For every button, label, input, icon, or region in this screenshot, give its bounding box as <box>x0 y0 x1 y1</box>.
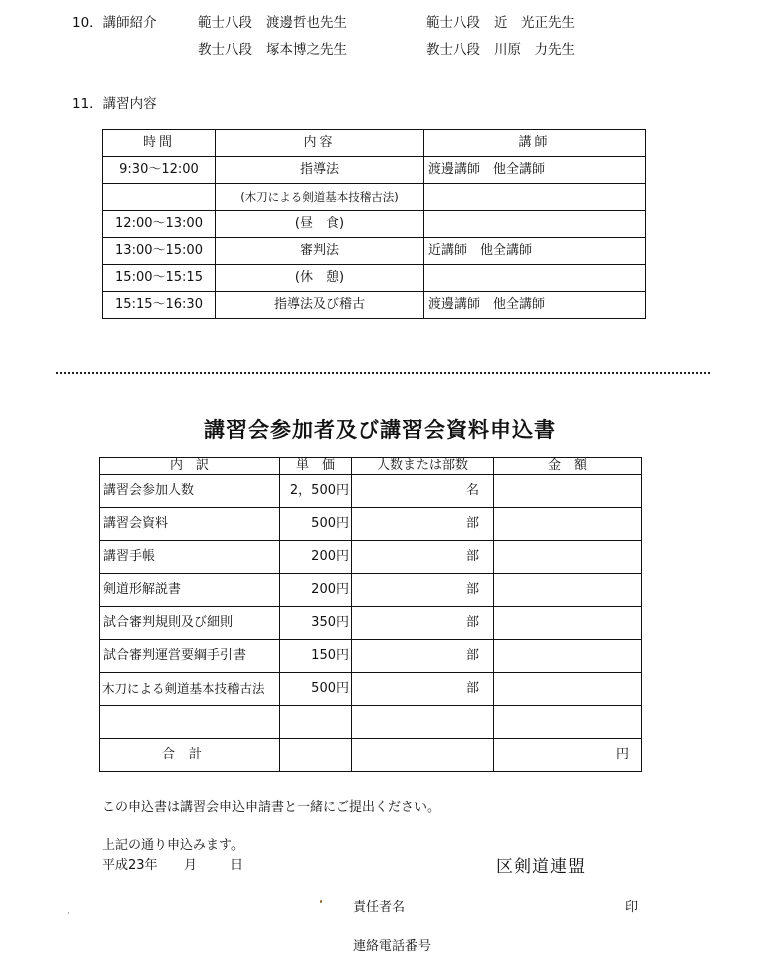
schedule-content: 指導法及び稽古 <box>216 292 424 319</box>
order-price[interactable] <box>280 706 352 739</box>
schedule-lecturer: 渡邊講師 他全講師 <box>424 157 646 184</box>
lecturer-4-name: 川原 力先生 <box>494 42 575 58</box>
submission-note: この申込書は講習会申込申請書と一緒にご提出ください。 <box>102 800 441 815</box>
order-header-qty: 人数または部数 <box>352 458 494 475</box>
schedule-header-content: 内容 <box>216 130 424 157</box>
schedule-time <box>103 184 216 211</box>
schedule-header-row <box>103 130 646 157</box>
order-qty-field[interactable]: 部 <box>352 607 494 640</box>
schedule-header-lecturer: 講師 <box>424 130 646 157</box>
schedule-lecturer: 近講師 他全講師 <box>424 238 646 265</box>
order-item: 講習手帳 <box>100 541 280 574</box>
order-item: 木刀による剣道基本技稽古法 <box>100 673 280 706</box>
schedule-row <box>103 211 646 238</box>
order-total-qty <box>352 739 494 772</box>
lecturer-1-rank: 範士八段 <box>198 15 252 31</box>
scan-speck <box>320 900 322 903</box>
order-qty-field[interactable]: 部 <box>352 508 494 541</box>
order-qty-field[interactable]: 部 <box>352 574 494 607</box>
responsible-person-label[interactable]: 責任者名 <box>353 900 406 915</box>
schedule-time: 12:00～13:00 <box>103 211 216 238</box>
schedule-header-time: 時間 <box>103 130 216 157</box>
organization-name: 区剣道連盟 <box>496 857 586 877</box>
lecturer-3-rank: 教士八段 <box>198 42 252 58</box>
order-amount-field[interactable] <box>494 574 642 607</box>
section-11-heading: 11．講習内容 <box>72 96 157 112</box>
order-amount-field[interactable] <box>494 640 642 673</box>
schedule-time: 15:00～15:15 <box>103 265 216 292</box>
order-row <box>100 508 642 541</box>
cut-line-separator <box>56 372 710 374</box>
order-row <box>100 574 642 607</box>
scan-speck <box>68 912 69 914</box>
order-price: 350円 <box>280 607 352 640</box>
lecturer-4-rank: 教士八段 <box>426 42 480 58</box>
form-title: 講習会参加者及び講習会資料申込書 <box>204 418 556 442</box>
order-header-amount: 金 額 <box>494 458 642 475</box>
order-price: 150円 <box>280 640 352 673</box>
order-qty-field[interactable]: 名 <box>352 475 494 508</box>
order-price: 200円 <box>280 541 352 574</box>
order-amount-field[interactable] <box>494 541 642 574</box>
order-price: 200円 <box>280 574 352 607</box>
order-amount-field[interactable] <box>494 673 642 706</box>
schedule-lecturer <box>424 265 646 292</box>
order-header-row <box>100 458 642 475</box>
section-10-heading: 10．講師紹介 <box>72 15 157 31</box>
order-amount-field[interactable] <box>494 475 642 508</box>
seal-mark: 印 <box>625 900 639 915</box>
order-header-item: 内 訳 <box>100 458 280 475</box>
order-item: 試合審判規則及び細則 <box>100 607 280 640</box>
date-era: 平成23年 <box>102 858 158 873</box>
order-row-blank <box>100 706 642 739</box>
order-price: 500円 <box>280 508 352 541</box>
contact-phone-label[interactable]: 連絡電話番号 <box>353 939 432 954</box>
order-price: 2，500円 <box>280 475 352 508</box>
order-row <box>100 541 642 574</box>
schedule-row <box>103 157 646 184</box>
order-qty-field[interactable]: 部 <box>352 673 494 706</box>
lecturer-2-rank: 範士八段 <box>426 15 480 31</box>
lecturer-1-name: 渡邊哲也先生 <box>266 15 347 31</box>
order-item: 試合審判運営要綱手引書 <box>100 640 280 673</box>
order-total-row <box>100 739 642 772</box>
schedule-content: 審判法 <box>216 238 424 265</box>
lecturer-3-name: 塚本博之先生 <box>266 42 347 58</box>
order-item[interactable] <box>100 706 280 739</box>
schedule-time: 9:30～12:00 <box>103 157 216 184</box>
order-item: 講習会資料 <box>100 508 280 541</box>
order-row <box>100 475 642 508</box>
order-amount-field[interactable] <box>494 508 642 541</box>
order-amount-field[interactable] <box>494 607 642 640</box>
schedule-row <box>103 184 646 211</box>
order-total-price <box>280 739 352 772</box>
order-price: 500円 <box>280 673 352 706</box>
order-qty-field[interactable] <box>352 706 494 739</box>
order-table <box>99 457 642 772</box>
schedule-content: 指導法 <box>216 157 424 184</box>
schedule-lecturer <box>424 211 646 238</box>
order-item: 剣道形解説書 <box>100 574 280 607</box>
date-month[interactable]: 月 <box>184 858 198 873</box>
order-row <box>100 607 642 640</box>
order-amount-field[interactable] <box>494 706 642 739</box>
schedule-content: (休 憩) <box>216 265 424 292</box>
schedule-row <box>103 265 646 292</box>
date-day[interactable]: 日 <box>230 858 244 873</box>
order-row <box>100 673 642 706</box>
schedule-content: (昼 食) <box>216 211 424 238</box>
order-header-price: 単 価 <box>280 458 352 475</box>
schedule-content: (木刀による剣道基本技稽古法) <box>216 184 424 211</box>
schedule-row <box>103 292 646 319</box>
schedule-time: 13:00～15:00 <box>103 238 216 265</box>
schedule-time: 15:15～16:30 <box>103 292 216 319</box>
lecturer-2-name: 近 光正先生 <box>494 15 575 31</box>
schedule-lecturer <box>424 184 646 211</box>
schedule-table <box>102 129 646 319</box>
apply-statement: 上記の通り申込みます。 <box>102 838 244 853</box>
order-qty-field[interactable]: 部 <box>352 541 494 574</box>
schedule-row <box>103 238 646 265</box>
order-total-amount-field[interactable]: 円 <box>494 739 642 772</box>
schedule-lecturer: 渡邊講師 他全講師 <box>424 292 646 319</box>
order-row <box>100 640 642 673</box>
order-qty-field[interactable]: 部 <box>352 640 494 673</box>
order-item: 講習会参加人数 <box>100 475 280 508</box>
order-total-label: 合計 <box>100 739 280 772</box>
